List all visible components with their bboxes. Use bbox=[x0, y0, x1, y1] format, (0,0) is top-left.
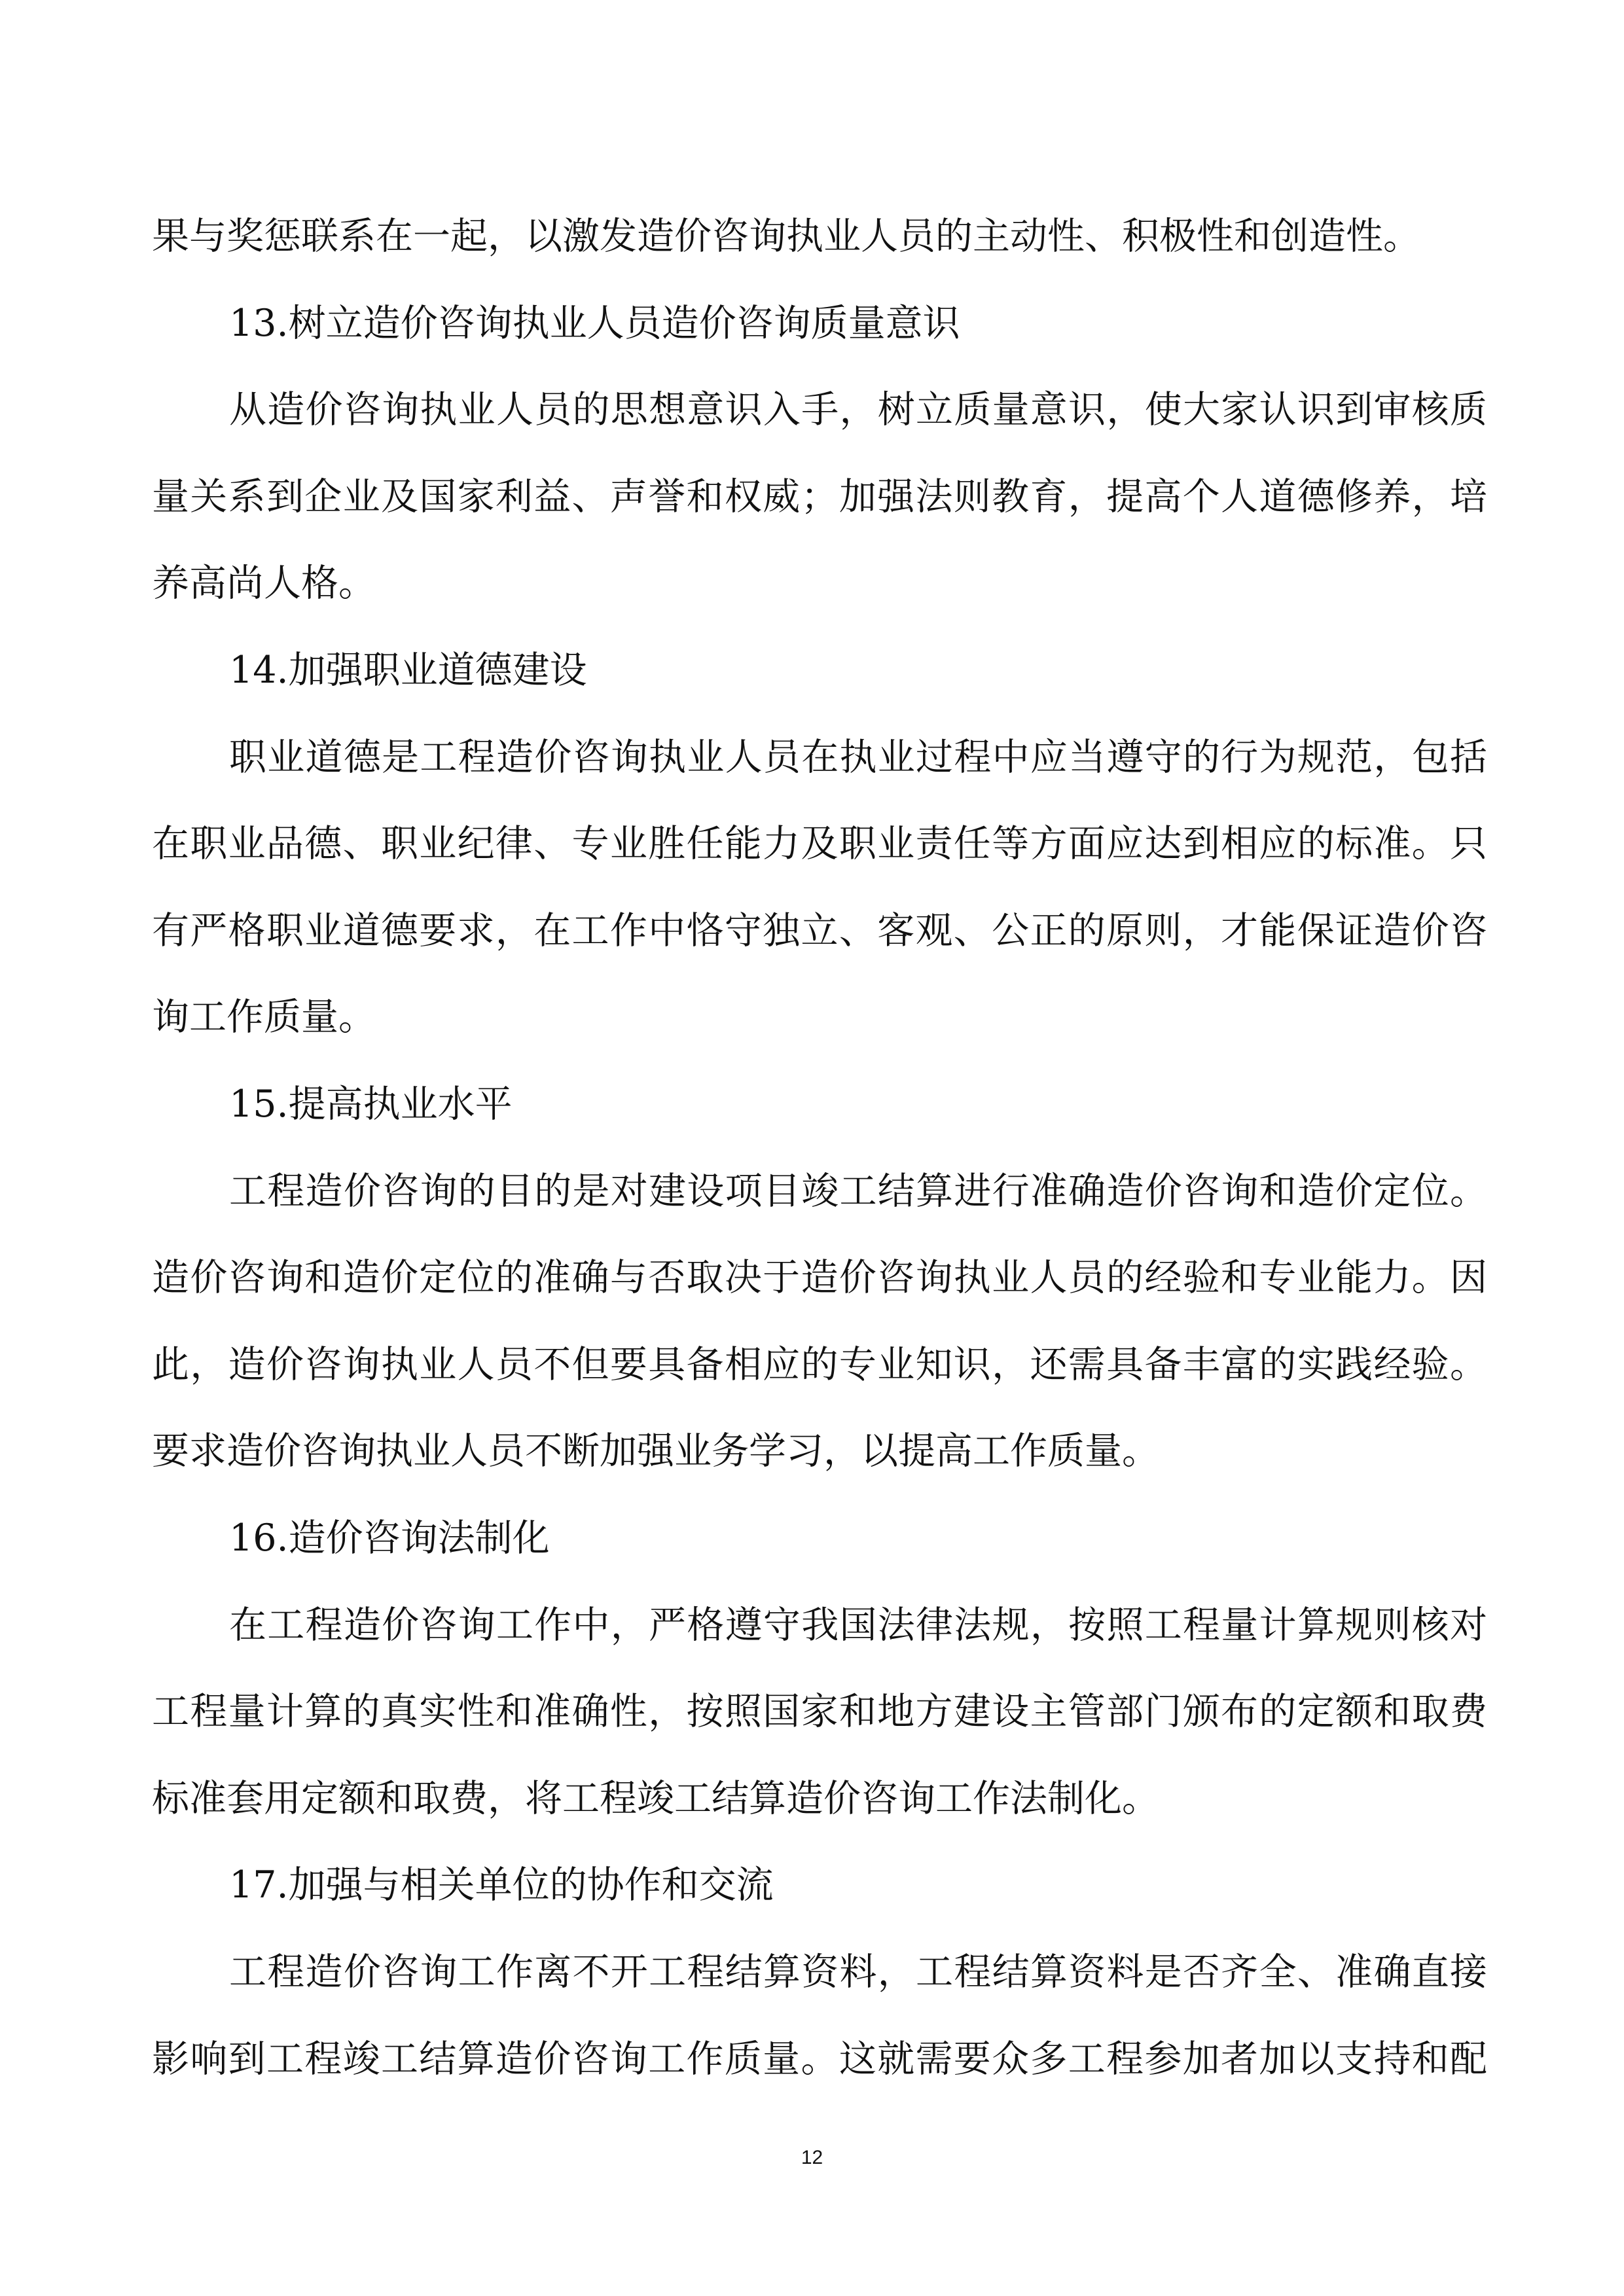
text-line: 影响到工程竣工结算造价咨询工作质量。这就需要众多工程参加者加以支持和配 bbox=[152, 2037, 1487, 2081]
text-line: 果与奖惩联系在一起，以激发造价咨询执业人员的主动性、积极性和创造性。 bbox=[152, 215, 1420, 258]
text-line: 从造价咨询执业人员的思想意识入手，树立质量意识，使大家认识到审核质 bbox=[229, 388, 1487, 432]
text-line: 在职业品德、职业纪律、专业胜任能力及职业责任等方面应达到相应的标准。只 bbox=[152, 822, 1487, 866]
text-line: 工程造价咨询的目的是对建设项目竣工结算进行准确造价咨询和造价定位。 bbox=[229, 1169, 1487, 1213]
text-line: 职业道德是工程造价咨询执业人员在执业过程中应当遵守的行为规范，包括 bbox=[229, 735, 1487, 779]
text-line: 此，造价咨询执业人员不但要具备相应的专业知识，还需具备丰富的实践经验。 bbox=[152, 1342, 1487, 1386]
text-line: 工程量计算的真实性和准确性，按照国家和地方建设主管部门颁布的定额和取费 bbox=[152, 1690, 1487, 1734]
section-heading: 15.提高执业水平 bbox=[229, 1083, 513, 1126]
text-line: 造价咨询和造价定位的准确与否取决于造价咨询执业人员的经验和专业能力。因 bbox=[152, 1256, 1487, 1300]
page-number: 12 bbox=[801, 2147, 823, 2168]
text-line: 标准套用定额和取费，将工程竣工结算造价咨询工作法制化。 bbox=[152, 1776, 1159, 1820]
text-line: 养高尚人格。 bbox=[152, 562, 376, 605]
text-line: 在工程造价咨询工作中，严格遵守我国法律法规，按照工程量计算规则核对 bbox=[229, 1603, 1487, 1647]
section-heading: 13.树立造价咨询执业人员造价咨询质量意识 bbox=[229, 301, 960, 345]
text-line: 量关系到企业及国家利益、声誉和权威；加强法则教育，提高个人道德修养，培 bbox=[152, 475, 1487, 518]
section-heading: 17.加强与相关单位的协作和交流 bbox=[229, 1863, 774, 1907]
text-line: 询工作质量。 bbox=[152, 996, 376, 1039]
section-heading: 14.加强职业道德建设 bbox=[229, 649, 587, 692]
text-line: 要求造价咨询执业人员不断加强业务学习，以提高工作质量。 bbox=[152, 1429, 1159, 1473]
text-line: 有严格职业道德要求，在工作中恪守独立、客观、公正的原则，才能保证造价咨 bbox=[152, 908, 1487, 952]
text-line: 工程造价咨询工作离不开工程结算资料，工程结算资料是否齐全、准确直接 bbox=[229, 1950, 1487, 1994]
section-heading: 16.造价咨询法制化 bbox=[229, 1516, 550, 1560]
